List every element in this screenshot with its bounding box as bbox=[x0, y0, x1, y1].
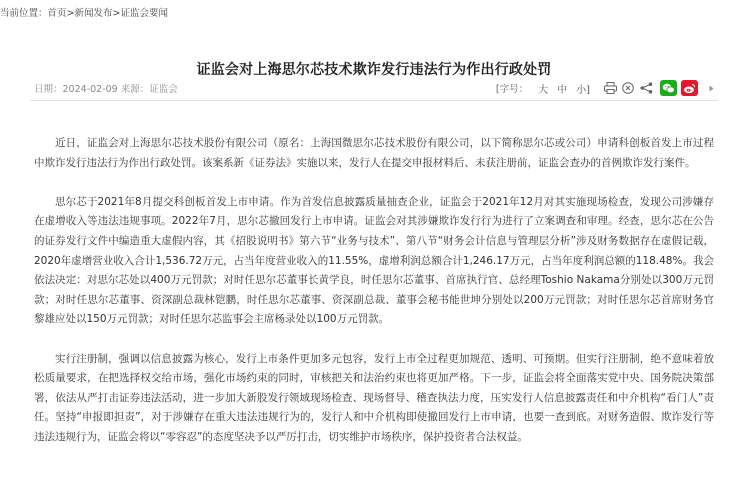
article-paragraph: 近日，证监会对上海思尔芯技术股份有限公司（原名：上海国微思尔芯技术股份有限公司，以下简称思尔芯或公司）申请科创板首发上市过程中欺诈发行违法行为作出行政处罚。该案系新《证券法》实施以来，发行人在提交申报材料后、未获注册前，证监会查办的首例欺诈发行案件。 bbox=[34, 137, 714, 169]
close-icon[interactable] bbox=[621, 81, 635, 95]
font-size-label: [字号： bbox=[495, 84, 529, 95]
font-large-button[interactable]: 大 bbox=[538, 84, 549, 96]
article-paragraph: 实行注册制，强调以信息披露为核心，发行上市条件更加多元包容，发行上市全过程更加规范、透明、可预期。但实行注册制，绝不意味着放松质量要求，在把选择权交给市场，强化市场约束的同时，审核把关和法治约束也将更加严格。下一步，证监会将全面落实党中央、国务院决策部署，依法从严打击证券违法活动，进一步加大新股发行领域现场检查、现场督导、稽查执法力度，压实发行人信息披露责任和中介机构“看门人”责任。坚持“申报即担责”，对于涉嫌存在重大违法违规行为的，发行人和中介机构即使撤回发行上市申请，也要一查到底。对财务造假、欺诈发行等违法违规行为，证监会将以“零容忍”的态度坚决予以严厉打击，切实维护市场秩序，保护投资者合法权益。 bbox=[34, 352, 714, 443]
article-body bbox=[34, 134, 714, 467]
wechat-icon[interactable] bbox=[660, 80, 677, 96]
article-title: 证监会对上海思尔芯技术欺诈发行违法行为作出行政处罚 bbox=[196, 62, 552, 78]
source-label: 来源： bbox=[120, 84, 150, 95]
breadcrumb bbox=[0, 5, 168, 19]
breadcrumb-separator: > bbox=[112, 8, 121, 19]
breadcrumb-home-link[interactable]: 首页 bbox=[47, 8, 67, 19]
weibo-icon[interactable] bbox=[681, 80, 698, 96]
font-small-button[interactable]: 小] bbox=[576, 84, 590, 96]
share-icon[interactable] bbox=[639, 81, 653, 95]
article-toolbar bbox=[496, 79, 718, 97]
article-meta bbox=[0, 79, 748, 99]
breadcrumb-label: 当前位置： bbox=[0, 8, 48, 19]
meta-divider bbox=[30, 100, 718, 101]
breadcrumb-current-link[interactable]: 证监会要闻 bbox=[120, 8, 168, 19]
more-icon[interactable] bbox=[704, 81, 718, 95]
publish-date: 2024-02-09 bbox=[62, 84, 118, 95]
font-medium-button[interactable]: 中 bbox=[557, 84, 568, 96]
article-paragraph: 思尔芯于2021年8月提交科创板首发上市申请。作为首发信息披露质量抽查企业，证监会于2021年12月对其实施现场检查，发现公司涉嫌存在虚增收入等违法违规事项。2022年7月，思尔芯撤回发行上市申请。证监会对其涉嫌欺诈发行行为进行了立案调查和审理。经查，思尔芯在公告的证券发行文件中编造重大虚假内容，其《招股说明书》第六节“业务与技术”、第八节“财务会计信息与管理层分析”涉及财务数据存在虚假记载，2020年虚增营业收入合计1,536.72万元，占当年度营业收入的11.55%，虚增利润总额合计1,246.17万元，占当年度利润总额的118.48%。我会依法决定：对思尔芯处以400万元罚款；对时任思尔芯董事长黄学良，时任思尔芯董事、首席执行官、总经理Toshio Nakama分别处以300万元罚款；对时任思尔芯董事、资深副总裁林铠鹏，时任思尔芯董事、资深副总裁、董事会秘书能世坤分别处以200万元罚款；对时任思尔芯首席财务官黎雄应处以150万元罚款；对时任思尔芯监事会主席杨录处以100万元罚款。 bbox=[34, 195, 714, 326]
source-value: 证监会 bbox=[149, 84, 178, 95]
breadcrumb-news-link[interactable]: 新闻发布 bbox=[74, 8, 113, 19]
article-info bbox=[34, 81, 178, 95]
print-icon[interactable] bbox=[603, 81, 617, 95]
date-label: 日期： bbox=[34, 84, 63, 95]
breadcrumb-separator: > bbox=[66, 8, 75, 19]
